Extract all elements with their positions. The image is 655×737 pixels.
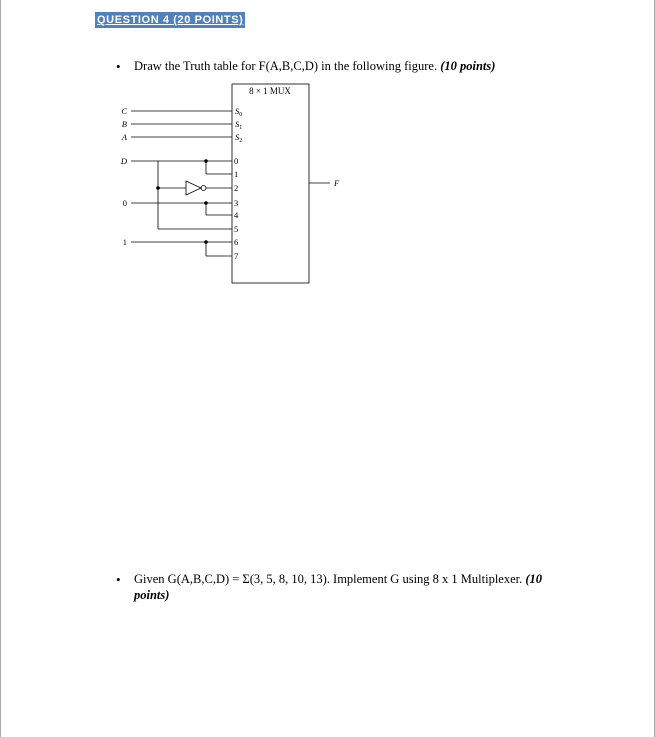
data-pin-label: 2 bbox=[234, 183, 239, 193]
inverter-gate bbox=[186, 181, 201, 195]
data-pin-label: 3 bbox=[234, 198, 239, 208]
question-part-2-points: (10 points) bbox=[134, 572, 543, 602]
data-pin-label: 7 bbox=[234, 251, 239, 261]
question-part-2-text: Given G(A,B,C,D) = Σ(3, 5, 8, 10, 13). Implement G using 8 x 1 Multiplexer. bbox=[134, 572, 526, 586]
signal-label-c: C bbox=[121, 106, 127, 116]
select-pin-s0: $S_0$ bbox=[235, 106, 243, 118]
constant-one-label: 1 bbox=[122, 237, 127, 247]
data-pin-label: 0 bbox=[234, 156, 239, 166]
junction-dot bbox=[204, 240, 208, 244]
junction-dot bbox=[156, 186, 160, 190]
data-pin-label: 1 bbox=[234, 169, 239, 179]
bullet: • bbox=[116, 59, 121, 74]
data-pin-label: 5 bbox=[234, 224, 239, 234]
question-heading: QUESTION 4 (20 POINTS) bbox=[97, 14, 244, 26]
signal-label-a: A bbox=[121, 132, 127, 142]
question-part-2 bbox=[134, 571, 554, 603]
select-pin-s1: $S_1$ bbox=[235, 119, 243, 131]
mux-box bbox=[232, 84, 309, 283]
data-pin-label: 6 bbox=[234, 237, 239, 247]
signal-label-b: B bbox=[121, 119, 127, 129]
output-label-f: F bbox=[334, 178, 340, 188]
bullet: • bbox=[116, 572, 121, 587]
question-part-1-points: (10 points) bbox=[440, 59, 496, 73]
question-part-1-text: Draw the Truth table for F(A,B,C,D) in the following figure. bbox=[134, 59, 441, 73]
data-pin-label: 4 bbox=[234, 210, 239, 220]
junction-dot bbox=[204, 159, 208, 163]
mux-circuit-figure bbox=[0, 0, 655, 300]
junction-dot bbox=[204, 201, 208, 205]
select-pin-s2: $S_2$ bbox=[235, 132, 243, 144]
mux-title: 8 × 1 MUX bbox=[249, 86, 291, 96]
signal-label-d: D bbox=[120, 156, 127, 166]
constant-zero-label: 0 bbox=[122, 198, 127, 208]
